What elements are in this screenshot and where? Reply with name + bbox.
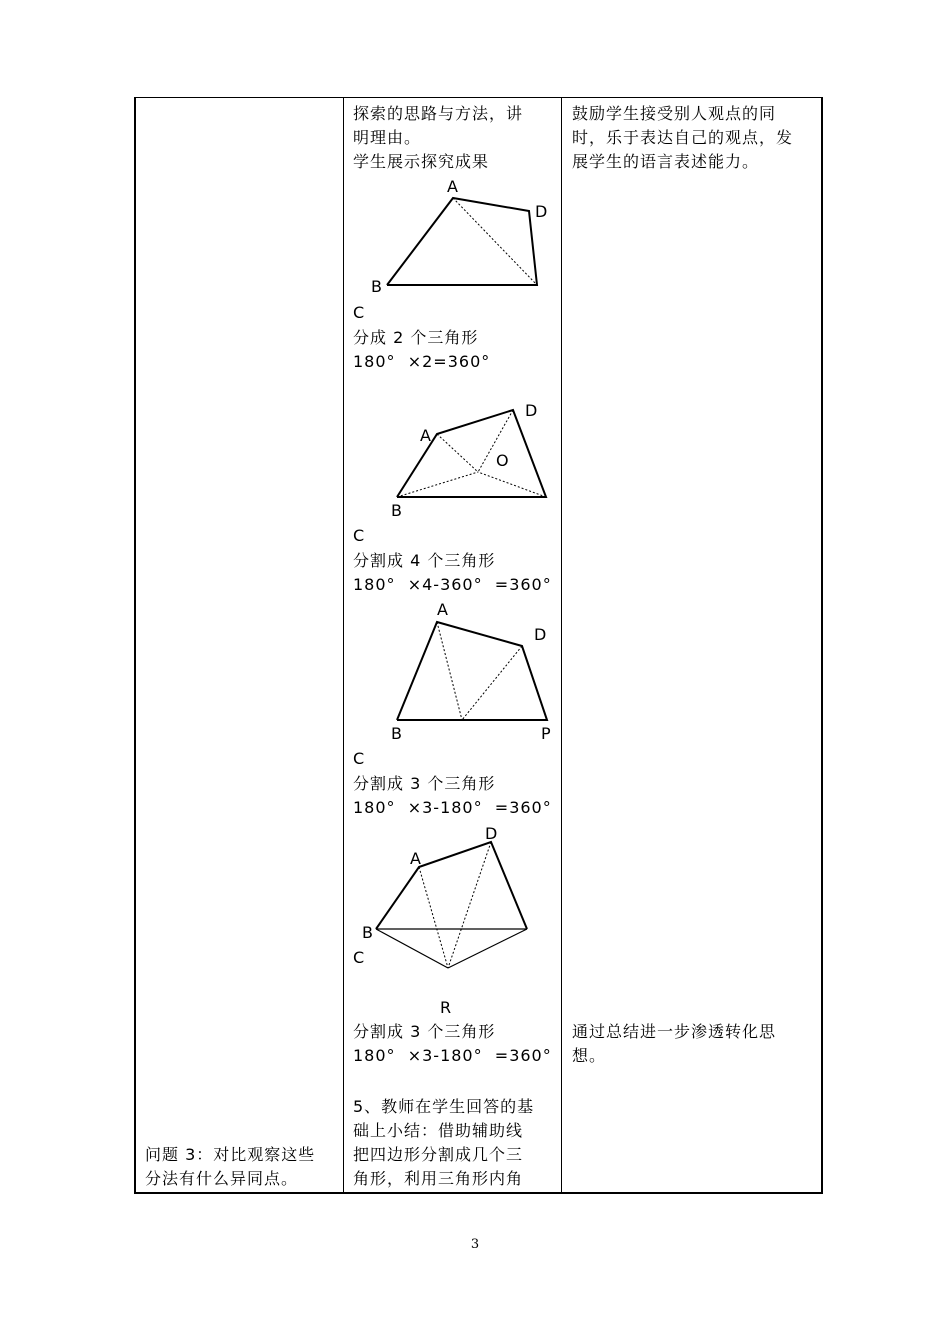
page-number: 3 bbox=[470, 1237, 480, 1252]
fig4-caption-2: 180° ×3-180° =360° bbox=[353, 1046, 552, 1065]
fig3-label-a: A bbox=[437, 600, 448, 619]
col2-summary-2: 础上小结：借助辅助线 bbox=[353, 1121, 524, 1140]
fig2-label-b: B bbox=[391, 501, 402, 520]
col3-note-1: 通过总结进一步渗透转化思 bbox=[572, 1022, 777, 1041]
table-right-border bbox=[821, 97, 823, 1194]
col2-summary-3: 把四边形分割成几个三 bbox=[353, 1145, 524, 1164]
col1-question-1: 问题 3：对比观察这些 bbox=[145, 1145, 316, 1164]
fig2-label-o: O bbox=[496, 451, 509, 470]
fig1-label-d: D bbox=[535, 202, 548, 221]
col3-line-2: 时，乐于表达自己的观点，发 bbox=[572, 128, 794, 147]
col3-line-3: 展学生的语言表述能力。 bbox=[572, 152, 760, 171]
col1-question-2: 分法有什么异同点。 bbox=[145, 1169, 299, 1188]
fig2-caption-1: 分割成 4 个三角形 bbox=[353, 551, 496, 570]
fig1-label-a: A bbox=[447, 177, 458, 196]
fig3-label-p: P bbox=[541, 724, 551, 743]
fig4-caption-1: 分割成 3 个三角形 bbox=[353, 1022, 496, 1041]
col3-line-1: 鼓励学生接受别人观点的同 bbox=[572, 104, 777, 123]
fig4-label-d: D bbox=[485, 824, 498, 843]
col3-note-2: 想。 bbox=[572, 1046, 607, 1065]
fig4-label-c: C bbox=[353, 948, 365, 967]
col2-summary-1: 5、教师在学生回答的基 bbox=[353, 1097, 535, 1116]
col2-intro-3: 学生展示探究成果 bbox=[353, 152, 490, 171]
fig3-label-c: C bbox=[353, 749, 365, 768]
table-left-border bbox=[134, 97, 136, 1194]
table-col-divider-1 bbox=[343, 97, 344, 1194]
fig1-label-c: C bbox=[353, 303, 365, 322]
table-bottom-border bbox=[134, 1192, 823, 1194]
fig4-label-r: R bbox=[440, 998, 452, 1017]
table-col-divider-2 bbox=[561, 97, 562, 1194]
table-top-border bbox=[134, 97, 823, 98]
fig1-label-b: B bbox=[371, 277, 382, 296]
fig4-label-a: A bbox=[410, 849, 421, 868]
col2-intro-2: 明理由。 bbox=[353, 128, 422, 147]
fig2-label-a: A bbox=[420, 426, 431, 445]
fig2-caption-2: 180° ×4-360° =360° bbox=[353, 575, 552, 594]
col2-intro-1: 探索的思路与方法，讲 bbox=[353, 104, 524, 123]
fig2-label-d: D bbox=[525, 401, 538, 420]
fig4-label-b: B bbox=[362, 923, 373, 942]
col2-summary-4: 角形，利用三角形内角 bbox=[353, 1169, 524, 1188]
fig3-label-b: B bbox=[391, 724, 402, 743]
fig1-caption-1: 分成 2 个三角形 bbox=[353, 328, 479, 347]
fig1-caption-2: 180° ×2=360° bbox=[353, 352, 491, 371]
fig3-label-d: D bbox=[534, 625, 547, 644]
fig3-caption-2: 180° ×3-180° =360° bbox=[353, 798, 552, 817]
fig3-caption-1: 分割成 3 个三角形 bbox=[353, 774, 496, 793]
fig2-label-c: C bbox=[353, 526, 365, 545]
